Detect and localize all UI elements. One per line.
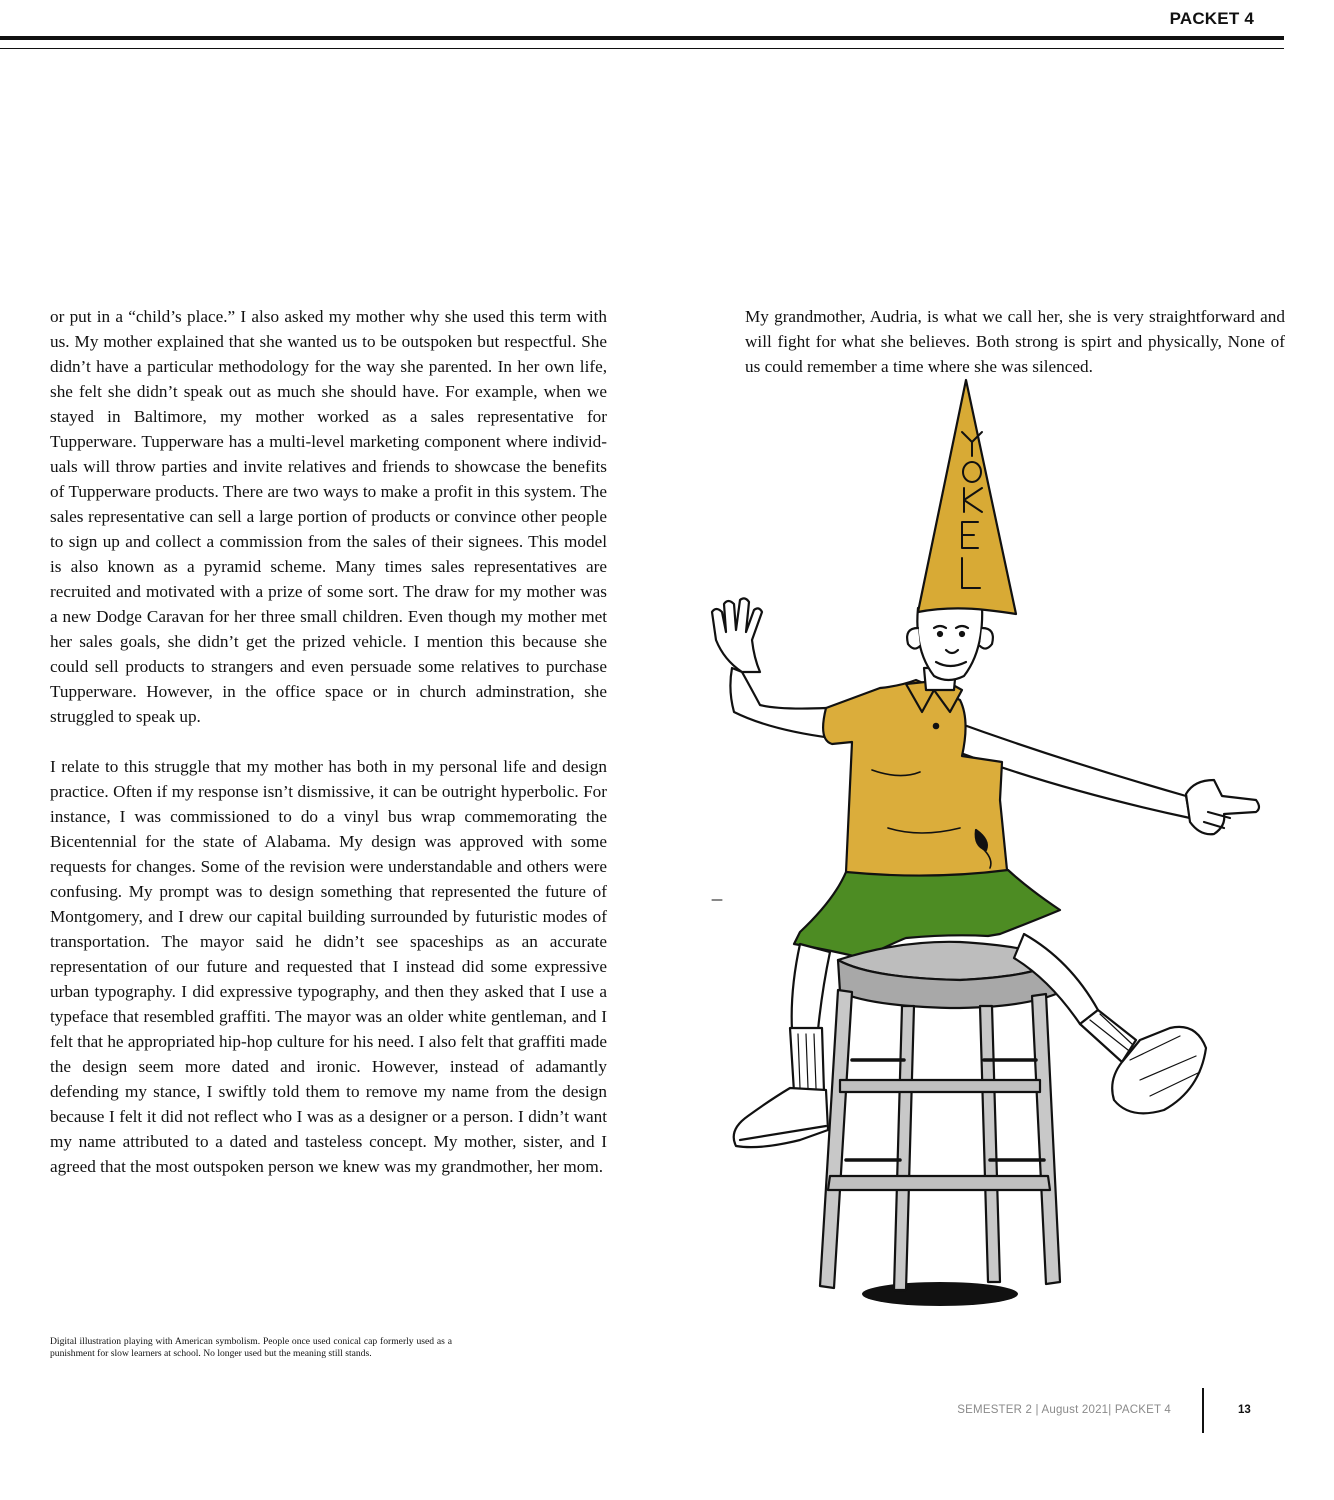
right-ear xyxy=(980,628,993,649)
floor-shadow xyxy=(862,1282,1018,1306)
left-leg xyxy=(792,944,830,1030)
packet-label: PACKET 4 xyxy=(1169,9,1254,28)
footer-issue-info: SEMESTER 2 | August 2021| PACKET 4 xyxy=(957,1404,1171,1416)
body-paragraph: I relate to this struggle that my mother has both in my personal life and design practice. Often if my response isn’t dismissive, it can be outright hyperbolic. For instance, I was commissioned to do a vinyl bus wrap commemorating the Bicentennial for the state of Alabama. My design was approved with some requests for changes. Some of the revision were understandable and others were confusing. My prompt was to design something that represented the future of Montgomery, and I drew our capital building surrounded by futuristic modes of transportation. The mayor said he didn’t see spaceships as an accurate representation of our future and requested that I instead did some expressive urban typography. I did expressive typography, and then they asked that I use a typeface that resembled graffiti. The mayor was an older white gentleman, and I felt that he appropriated hip-hop culture for his need. I also felt that graffiti made the design seem more dated and ironic. However, instead of adamantly defending my stance, I swiftly told them to remove my name from the design because I felt it did not reflect who I was as a designer or a person. I didn’t want my name attributed to a dated and tasteless concept. My mother, sister, and I agreed that the most outspoken person we knew was my grandmother, her mom. xyxy=(50,757,607,1176)
stool-leg-back-right xyxy=(980,1006,1000,1282)
left-hand xyxy=(712,598,762,672)
header-rule-thin xyxy=(0,48,1284,49)
article-right-column xyxy=(745,304,1285,379)
stool-leg-front-left xyxy=(820,990,852,1288)
stool-leg-front-right xyxy=(1032,994,1060,1284)
cap-text: YOKEL xyxy=(1020,380,1024,381)
stool-rung-upper xyxy=(840,1080,1040,1092)
shirt xyxy=(823,680,1008,881)
right-hand xyxy=(1186,780,1259,834)
illustration-caption: Digital illustration playing with American symbolism. People once used conical cap formerly used as a punishment for slow learners at school. No longer used but the meaning still stands. xyxy=(50,1336,452,1359)
header-rule-thick xyxy=(0,36,1284,40)
left-ear xyxy=(907,628,920,649)
stool xyxy=(820,942,1060,1290)
body-paragraph: or put in a “child’s place.” I also asked my mother why she used this term with us. My mother explained that she wanted us to be outspoken but respectful. She didn’t have a particular methodology for the way she parented. In her own life, she felt she didn’t speak out as much she should have. For example, when we stayed in Baltimore, my mother worked as a sales representative for Tupperware. Tupperware has a multi-level marketing component where individuals will throw parties and invite relatives and friends to showcase the benefits of Tupperware products. There are two ways to make a profit in this system. The sales representative can sell a large portion of products or convince other people to sign up and collect a commission from the sales of their signees. This model is also known as a pyramid scheme. Many times sales representatives are recruited and motivated with a prize of some sort. The draw for my mother was a new Dodge Caravan for her three small children. Even though my mother met her sales goals, she didn’t get the prized vehicle. I mention this because she could sell products to strangers and even persuade some relatives to purchase Tupperware. However, in the office space or in church adminstration, she struggled to speak up. xyxy=(50,307,607,726)
page-number: 13 xyxy=(1238,1404,1251,1416)
footer-divider xyxy=(1202,1388,1204,1433)
body-paragraph: My grandmother, Audria, is what we call her, she is very straightforward and will fight for what she believes. Both strong is spirt and physically, None of us could remember a time where she was silenced. xyxy=(745,307,1285,376)
stool-leg-back-left xyxy=(894,1006,914,1290)
dunce-cap-illustration xyxy=(690,372,1280,1312)
left-arm xyxy=(730,668,832,738)
article-left-column xyxy=(50,304,607,1179)
stool-rung-lower xyxy=(828,1176,1050,1190)
